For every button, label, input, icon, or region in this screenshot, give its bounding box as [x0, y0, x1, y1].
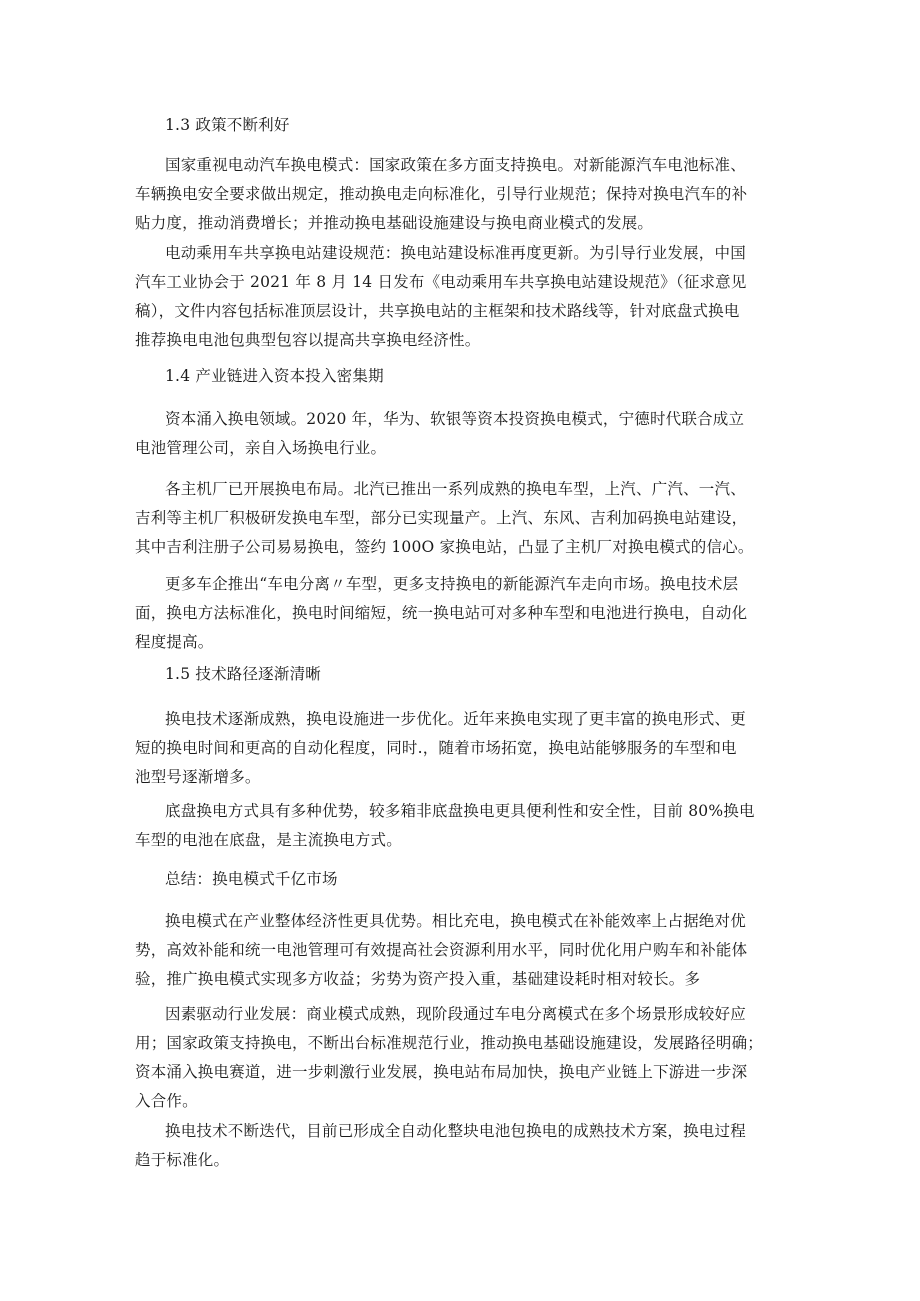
- paragraph-vehicle-battery-separation: [135, 570, 795, 657]
- paragraph-capital: [135, 405, 795, 463]
- text-line: 换电模式在产业整体经济性更具优势。相比充电，换电模式在补能效率上占据绝对优: [165, 912, 746, 930]
- text-line: 资本涌入换电赛道，进一步刺激行业发展，换电站布局加快，换电产业链上下游进一步深: [135, 1063, 748, 1081]
- section-heading-1-3: [135, 111, 795, 140]
- text-line: 车型的电池在底盘，是主流换电方式。: [135, 831, 402, 849]
- text-line: 电池管理公司，亲自入场换电行业。: [135, 439, 387, 457]
- section-heading-1-5: [135, 660, 795, 689]
- text-line: 换电技术逐渐成熟，换电设施进一步优化。近年来换电实现了更丰富的换电形式、更: [165, 710, 746, 728]
- section-heading-summary: [135, 865, 795, 894]
- text-line: 用；国家政策支持换电，不断出台标准规范行业，推动换电基础设施建设，发展路径明确；: [135, 1034, 764, 1052]
- text-line: 贴力度，推动消费增长；并推动换电基础设施建设与换电商业模式的发展。: [135, 214, 654, 232]
- text-line: 车辆换电安全要求做出规定，推动换电走向标准化，引导行业规范；保持对换电汽车的补: [135, 185, 748, 203]
- text-line: 短的换电时间和更高的自动化程度，同时.，随着市场拓宽，换电站能够服务的车型和电: [135, 739, 737, 757]
- section-heading-1-4: [135, 362, 795, 391]
- text-line: 势，高效补能和统一电池管理可有效提高社会资源利用水平，同时优化用户购车和补能体: [135, 941, 748, 959]
- paragraph-oem-layout: [135, 475, 795, 562]
- text-line: 推荐换电电池包典型包容以提高共享换电经济性。: [135, 331, 481, 349]
- paragraph-policy: [135, 151, 795, 238]
- paragraph-economics: [135, 907, 795, 994]
- text-line: 其中吉利注册子公司易易换电，签约 100O 家换电站，凸显了主机厂对换电模式的信心。: [135, 538, 754, 556]
- text-line: 因素驱动行业发展：商业模式成熟，现阶段通过车电分离模式在多个场景形成较好应: [165, 1005, 746, 1023]
- text-line: 面，换电方法标准化，换电时间缩短，统一换电站可对多种车型和电池进行换电，自动化: [135, 604, 748, 622]
- text-line: 池型号逐渐增多。: [135, 768, 261, 786]
- text-line: 1.4 产业链进入资本投入密集期: [165, 367, 384, 385]
- text-line: 稿），文件内容包括标准顶层设计，共享换电站的主框架和技术路线等，针对底盘式换电: [135, 302, 740, 320]
- text-line: 国家重视电动汽车换电模式：国家政策在多方面支持换电。对新能源汽车电池标准、: [165, 156, 746, 174]
- text-line: 趋于标准化。: [135, 1151, 230, 1169]
- text-line: 底盘换电方式具有多种优势，较多箱非底盘换电更具便利性和安全性，目前 80%换电: [165, 802, 755, 820]
- paragraph-iteration: [135, 1117, 795, 1175]
- paragraph-technology-mature: [135, 705, 795, 792]
- text-line: 1.5 技术路径逐渐清晰: [165, 665, 321, 683]
- text-line: 入合作。: [135, 1092, 198, 1110]
- text-line: 验，推广换电模式实现多方收益；劣势为资产投入重，基础建设耗时相对较长。多: [135, 970, 701, 988]
- paragraph-chassis-swap: [135, 797, 795, 855]
- text-line: 电动乘用车共享换电站建设规范：换电站建设标准再度更新。为引导行业发展，中国: [165, 244, 746, 262]
- text-line: 换电技术不断迭代，目前已形成全自动化整块电池包换电的成熟技术方案，换电过程: [165, 1122, 746, 1140]
- text-line: 1.3 政策不断利好: [165, 116, 290, 134]
- paragraph-station-standard: [135, 239, 795, 355]
- text-line: 总结：换电模式千亿市场: [165, 870, 338, 888]
- text-line: 资本涌入换电领域。2020 年，华为、软银等资本投资换电模式，宁德时代联合成立: [165, 410, 745, 428]
- text-line: 各主机厂已开展换电布局。北汽已推出一系列成熟的换电车型，上汽、广汽、一汽、: [165, 480, 746, 498]
- text-line: 更多车企推出“车电分离〃车型，更多支持换电的新能源汽车走向市场。换电技术层: [165, 575, 739, 593]
- text-line: 汽车工业协会于 2021 年 8 月 14 日发布《电动乘用车共享换电站建设规范》（征求意见: [135, 273, 747, 291]
- paragraph-drivers: [135, 1000, 795, 1116]
- text-line: 程度提高。: [135, 633, 214, 651]
- text-line: 吉利等主机厂积极研发换电车型，部分已实现量产。上汽、东风、吉利加码换电站建设，: [135, 509, 748, 527]
